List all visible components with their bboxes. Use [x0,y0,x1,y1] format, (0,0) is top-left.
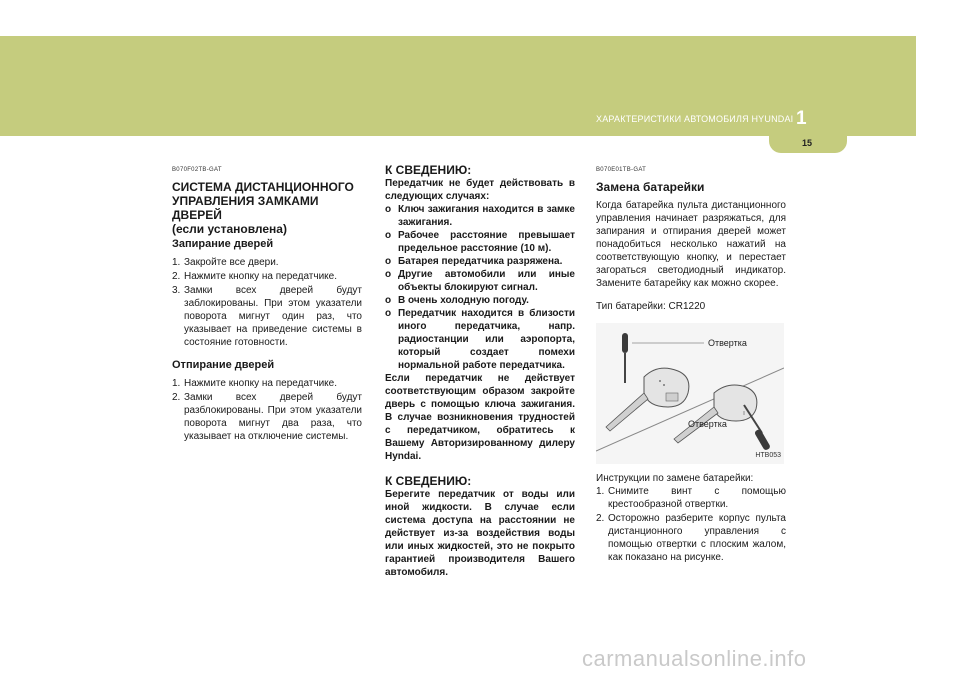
column-remote-lock [172,160,362,444]
battery-steps [596,485,786,564]
battery-intro: Когда батарейка пульта дистанционного управления начинает разряжаться, для запирания и отпирания дверей может понадобиться несколько нажатий на соответствующую кнопку, и перестает загораться светодиодный индикатор. Замените батарейку как можно скорее. [596,200,786,289]
warning-title: К СВЕДЕНИЮ: [385,163,472,177]
section-heading: Замена батарейки [596,180,705,194]
column-battery [596,160,786,565]
column-warnings [385,160,575,579]
screwdriver-icon [622,333,628,383]
section-heading: СИСТЕМА ДИСТАНЦИОННОГО УПРАВЛЕНИЯ ЗАМКАМИ ДВЕРЕЙ (если установлена) [172,180,354,236]
battery-type: Тип батарейки: CR1220 [596,301,706,312]
key-screwdriver-illustration [596,323,784,464]
list-item: 2. Нажмите кнопку на передатчике. [172,271,338,282]
list-item: 1. Снимите винт с помощью крестообразной отвертки. [596,486,786,510]
list-item: o Рабочее расстояние превышает предельное расстояние (10 м). [385,230,575,254]
list-item: 2. Осторожно разберите корпус пульта дистанционного управления с помощью отвертки с плоским жалом, как показано на рисунке. [596,513,786,563]
key-fob-figure [596,323,784,464]
warning-intro: Передатчик не будет действовать в следующих случаях: [385,178,575,202]
list-item: 3. Замки всех дверей будут заблокированы. При этом указатели поворота мигнут один раз, что указывает на приведение системы в состояние готовности. [172,285,362,348]
section-code: B070E01TB-GAT [596,167,647,173]
instructions-heading: Инструкции по замене батарейки: [596,473,754,484]
figure-label-top: Отвертка [708,338,747,348]
list-item: o Батарея передатчика разряжена. [385,256,563,267]
warning-bullets [385,203,575,372]
warning-outro: Если передатчик не действует соответствующим образом закройте дверь с помощью ключа зажигания. В случае возникновения трудностей с передатчиком, обратитесь к Вашему Авторизированному дилеру Hyndai. [385,373,575,462]
key-fob-icon [606,368,689,431]
list-item: 2. Замки всех дверей будут разблокированы. При этом указатели поворота мигнут два раза, что указывает на отключение системы. [172,392,362,442]
list-item: o В очень холодную погоду. [385,295,529,306]
list-item: o Передатчик находится в близости иного передатчика, напр. радиостанции или аэропорта, который создает помехи нормальной работе передатчика. [385,308,575,371]
warning-body-2: Берегите передатчик от воды или иной жидкости. В случае если система доступа на расстоянии не действует из-за воздействия воды или иных жидкостей, это не покрыто гарантией производителя Вашего автомобиля. [385,489,575,578]
page-number: 15 [801,138,812,148]
list-item: 1. Закройте все двери. [172,257,279,268]
list-item: o Другие автомобили или иные объекты блокируют сигнал. [385,269,575,293]
unlock-heading: Отпирание дверей [172,359,275,371]
screwdriver-icon [744,405,771,451]
watermark: carmanualsonline.info [582,646,807,671]
section-code: B070F02TB-GAT [172,167,222,173]
figure-label-bottom: Отвертка [688,419,727,429]
section-title: ХАРАКТЕРИСТИКИ АВТОМОБИЛЯ HYUNDAI [596,114,794,124]
list-item: 1. Нажмите кнопку на передатчике. [172,378,338,389]
lock-heading: Запирание дверей [172,238,274,250]
warning-title-2: К СВЕДЕНИЮ: [385,474,472,488]
unlock-steps [172,377,362,443]
list-item: o Ключ зажигания находится в замке зажигания. [385,204,575,228]
chapter-number: 1 [796,108,807,129]
figure-code: HTB053 [755,452,781,459]
lock-steps [172,256,362,349]
